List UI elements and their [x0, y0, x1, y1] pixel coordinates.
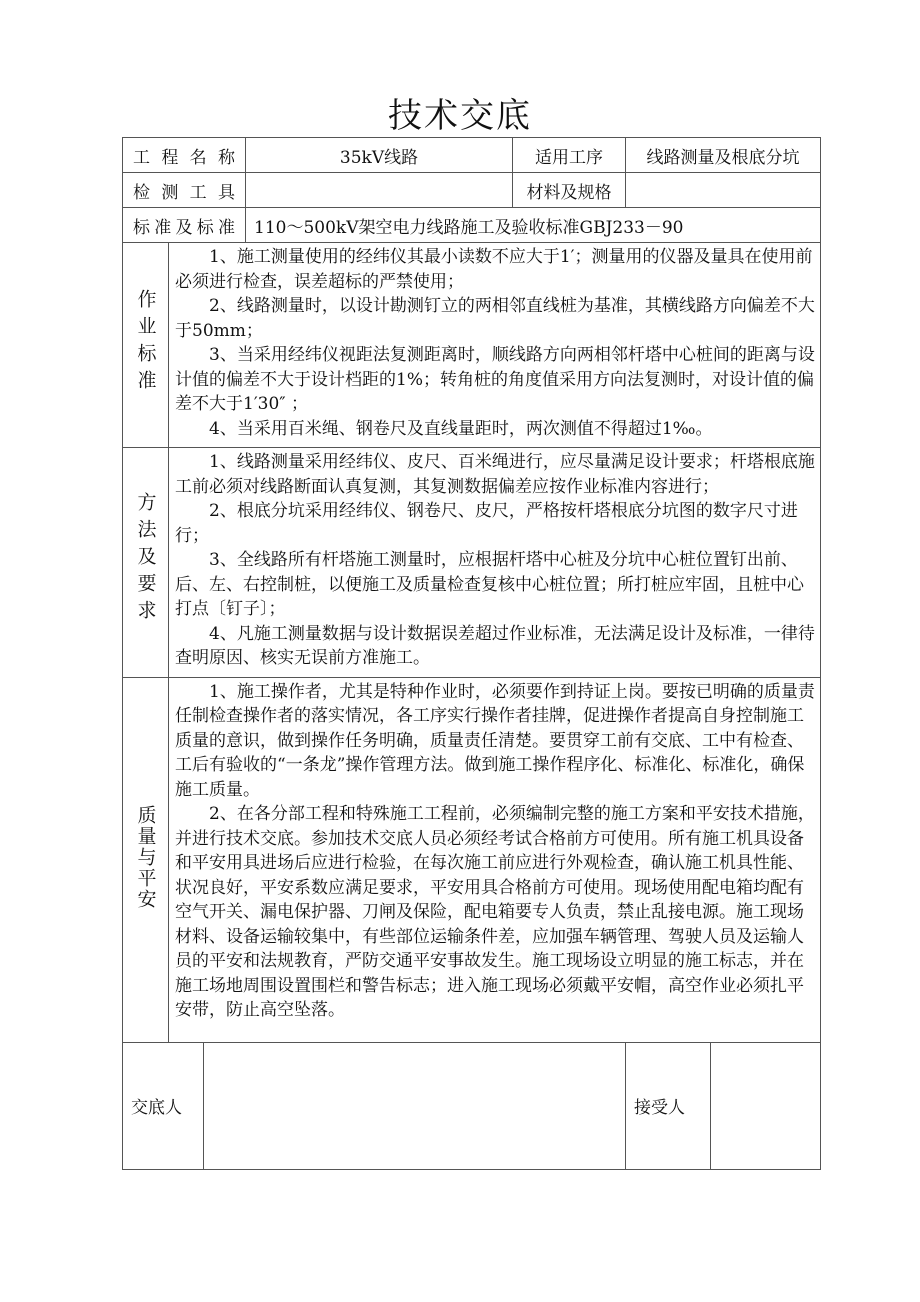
process-label: 适用工序 [513, 138, 626, 173]
section-quality-safety [123, 677, 821, 1042]
paragraph: 2、根底分坑采用经纬仪、钢卷尺、皮尺，严格按杆塔根底分坑图的数字尺寸进行； [175, 501, 798, 546]
project-name-value: 35kV线路 [246, 138, 513, 173]
tools-row [123, 173, 821, 208]
section-label: 质量与平安 [134, 804, 157, 910]
paragraph: 1、线路测量采用经纬仪、皮尺、百米绳进行，应尽量满足设计要求；杆塔根底施工前必须对线路断面认真复测，其复测数据偏差应按作业标准内容进行； [175, 452, 815, 497]
paragraph: 3、当采用经纬仪视距法复测距离时，顺线路方向两相邻杆塔中心桩间的距离与设计值的偏差不大于设计档距的1%；转角桩的角度值采用方向法复测时，对设计值的偏差不大于1′30″ ； [175, 345, 815, 414]
paragraph: 1、施工操作者，尤其是特种作业时，必须要作到持证上岗。要按已明确的质量责任制检查操作者的落实情况，各工序实行操作者挂牌，促进操作者提高自身控制施工质量的意识，做到操作任务明确，质量责任清楚。要贯穿工前有交底、工中有检查、工后有验收的“一条龙”操作管理方法。做到施工操作程序化、标准化、标准化，确保施工质量。 [175, 681, 815, 800]
section-content [169, 677, 821, 1042]
section-content [169, 243, 821, 448]
section-label-cell [123, 243, 169, 448]
section-content [169, 448, 821, 678]
receiver-field[interactable] [711, 1042, 821, 1169]
paragraph: 4、凡施工测量数据与设计数据误差超过作业标准，无法满足设计及标准，一律待查明原因、核实无误前方准施工。 [175, 623, 815, 668]
project-name-label: 工 程 名 称 [123, 138, 246, 173]
paragraph: 2、线路测量时，以设计勘测钉立的两相邻直线桩为基准，其横线路方向偏差不大于50mm； [175, 296, 815, 341]
receiver-label: 接受人 [626, 1042, 711, 1169]
materials-label: 材料及规格 [513, 173, 626, 208]
project-row [123, 138, 821, 173]
tools-value [246, 173, 513, 208]
process-value: 线路测量及根底分坑 [626, 138, 821, 173]
paragraph: 1、施工测量使用的经纬仪其最小读数不应大于1′；测量用的仪器及量具在使用前必须进行检查，误差超标的严禁使用； [175, 247, 813, 292]
section-label: 作业标准 [134, 288, 157, 397]
giver-field[interactable] [204, 1042, 626, 1169]
paragraph: 3、全线路所有杆塔施工测量时，应根据杆塔中心桩及分坑中心桩位置钉出前、后、左、右控制桩，以便施工及质量检查复核中心桩位置；所打桩应牢固，且桩中心打点〔钉子〕； [175, 550, 804, 619]
paragraph: 2、在各分部工程和特殊施工工程前，必须编制完整的施工方案和平安技术措施，并进行技术交底。参加技术交底人员必须经考试合格前方可使用。所有施工机具设备和平安用具进场后应进行检验，在每次施工前应进行外观检查，确认施工机具性能、状况良好，平安系数应满足要求，平安用具合格前方可使用。现场使用配电箱均配有空气开关、漏电保护器、刀闸及保险，配电箱要专人负责，禁止乱接电源。施工现场材料、设备运输较集中，有些部位运输条件差，应加强车辆管理、驾驶人员及运输人员的平安和法规教育，严防交通平安事故发生。施工现场设立明显的施工标志，并在施工场地周围设置围栏和警告标志；进入施工现场必须戴平安帽，高空作业必须扎平安带，防止高空坠落。 [175, 804, 815, 1020]
standard-row [123, 208, 821, 243]
tools-label: 检 测 工 具 [123, 173, 246, 208]
section-label-cell [123, 448, 169, 678]
section-method [123, 448, 821, 678]
signature-row [123, 1042, 821, 1169]
standard-label: 标准及标准 [123, 208, 246, 243]
section-label-cell [123, 677, 169, 1042]
materials-value [626, 173, 821, 208]
section-work-standard [123, 243, 821, 448]
page-title: 技术交底 [388, 96, 532, 136]
paragraph: 4、当采用百米绳、钢卷尺及直线量距时，两次测值不得超过1‰。 [209, 418, 713, 439]
section-label: 方法及要求 [134, 492, 157, 628]
standard-value: 110～500kV架空电力线路施工及验收标准GBJ233－90 [246, 208, 821, 243]
giver-label: 交底人 [123, 1042, 204, 1169]
disclosure-table [122, 137, 821, 1170]
